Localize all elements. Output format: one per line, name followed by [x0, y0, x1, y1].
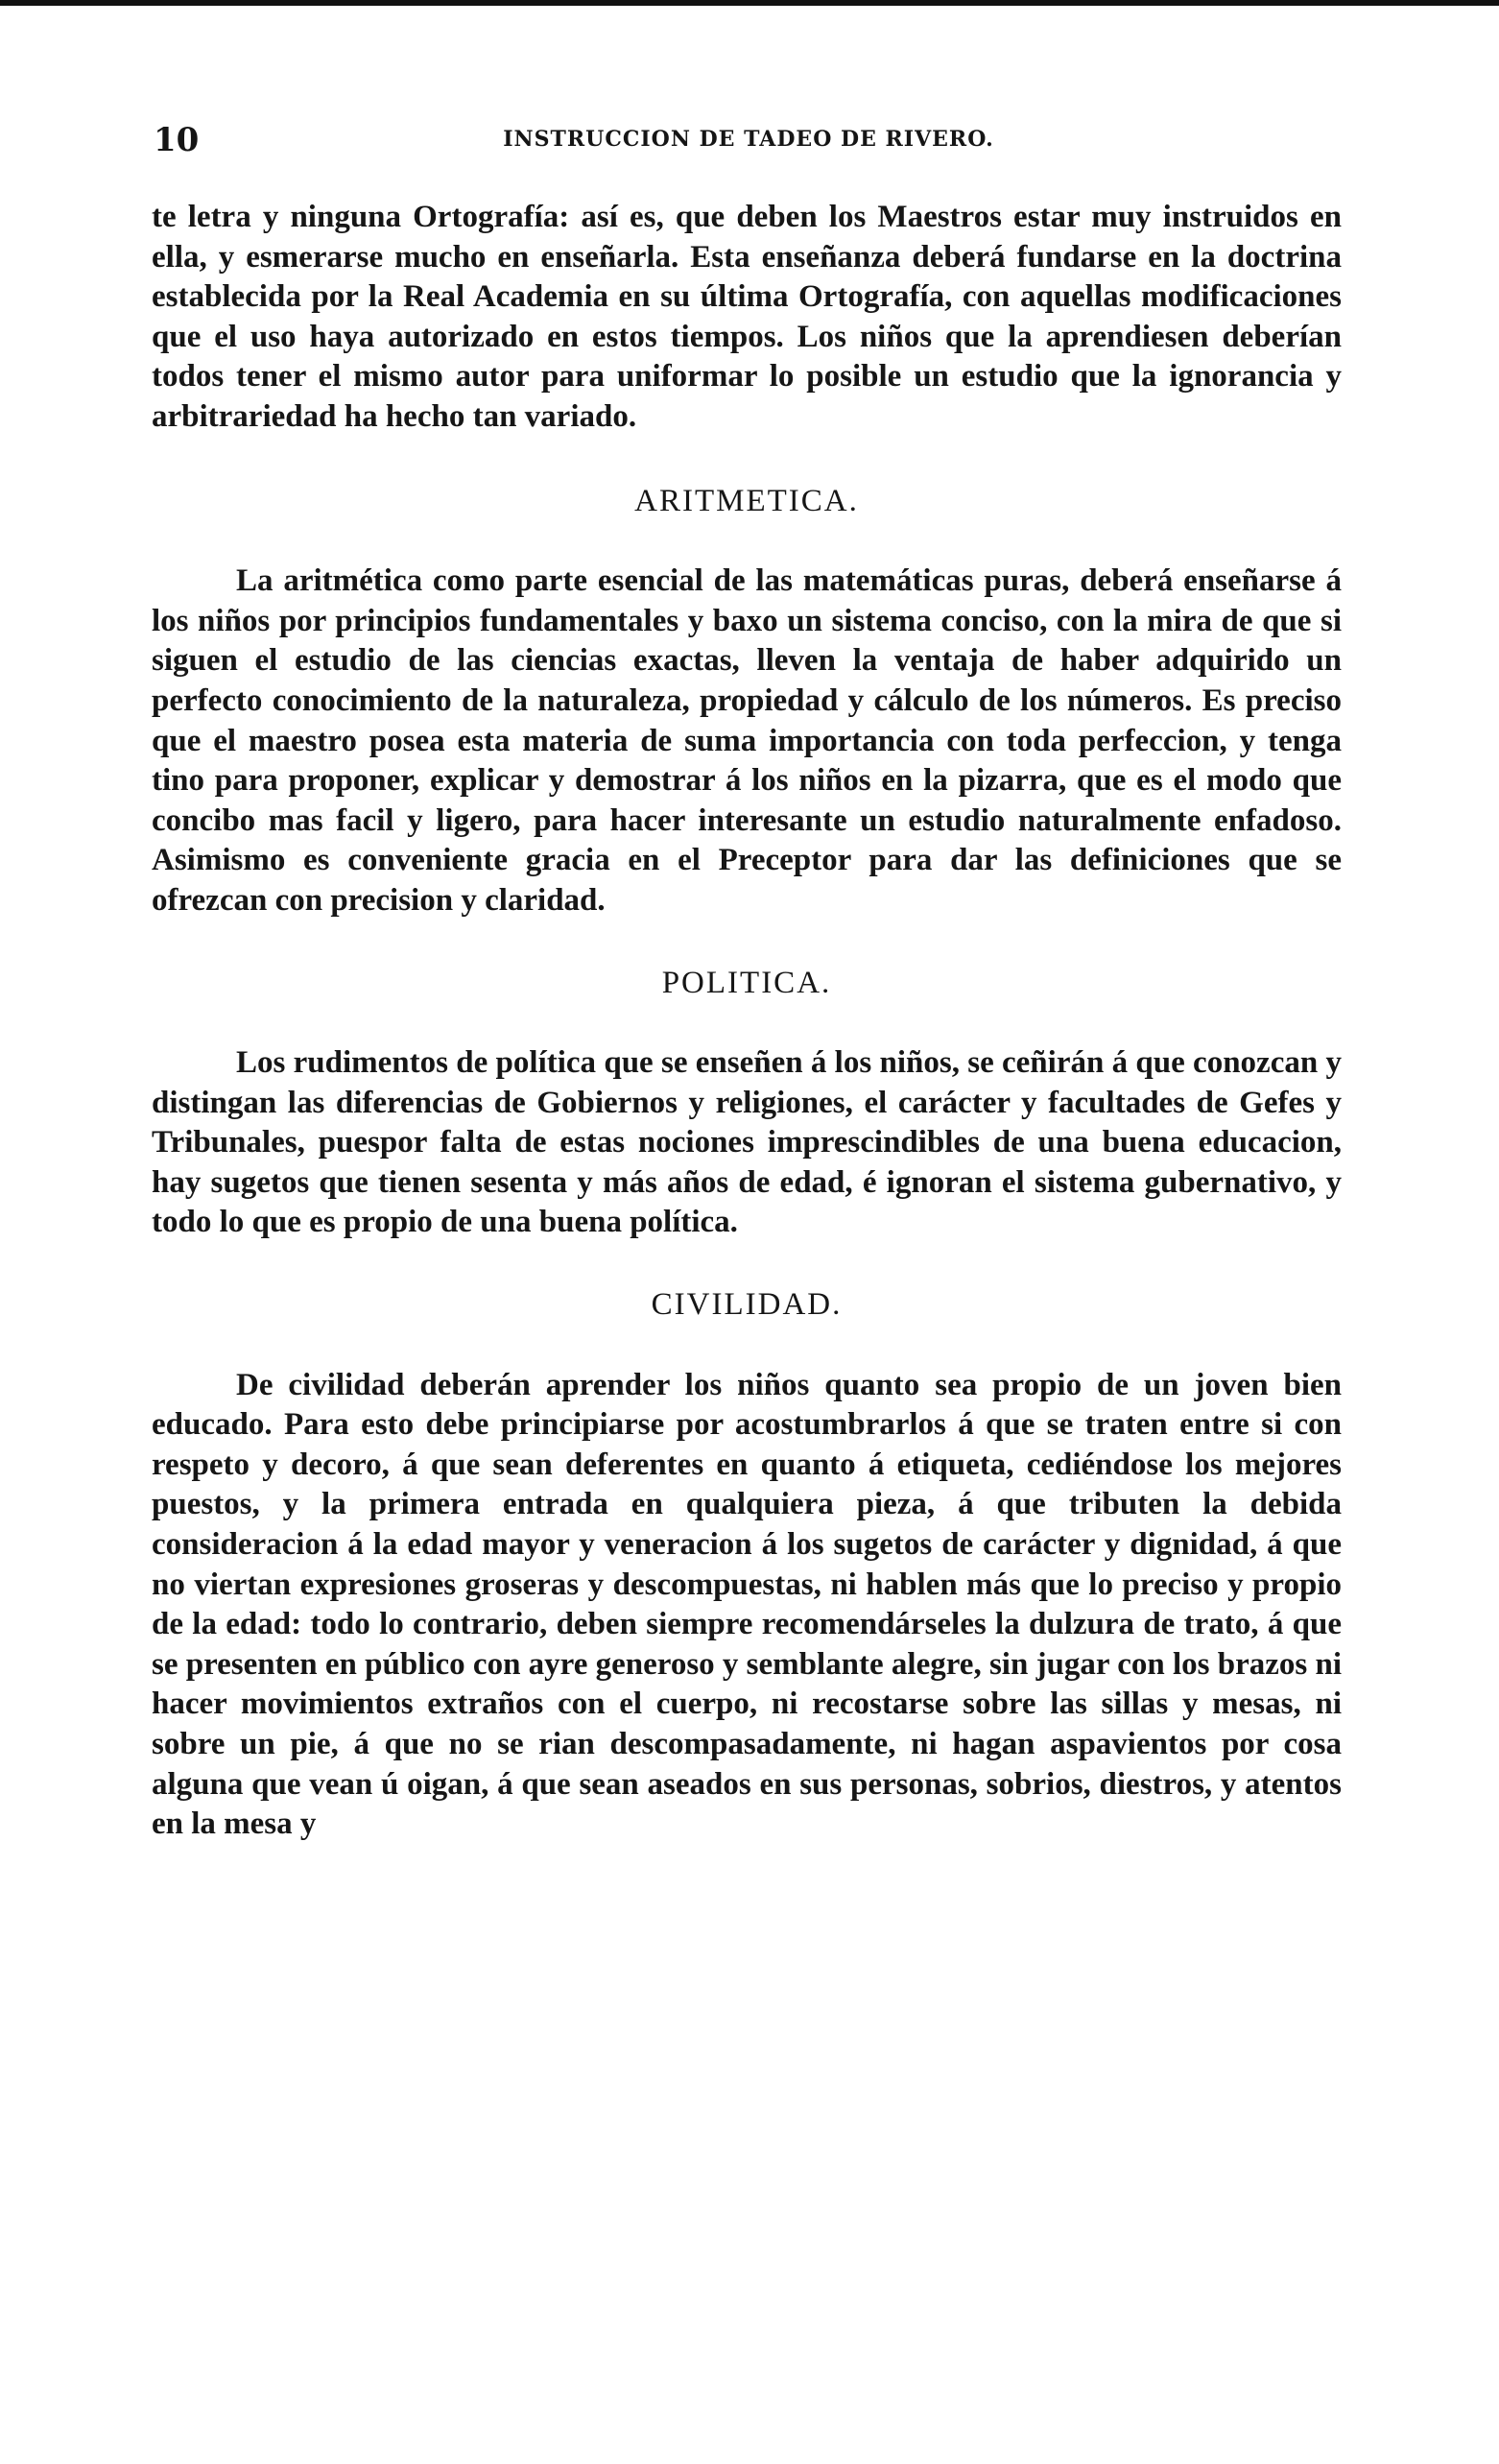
running-head: INSTRUCCION DE TADEO DE RIVERO. — [503, 127, 994, 152]
section-heading-civilidad: CIVILIDAD. — [651, 1287, 843, 1323]
paragraph-continuation: te letra y ninguna Ortografía: así es, que deben los Maestros estar muy instruidos en ella, y esmerarse mucho en enseñarla. Esta enseñanza deberá fundarse en la doctrina establecida por la Real Academia en su última Ortografía, con aquellas modificaciones que el uso haya autorizado en estos tiempos. Los niños que la aprendiesen deberían todos tener el mismo autor para uniformar lo posible un estudio que la ignorancia y arbitrariedad ha hecho tan variado. — [152, 200, 1342, 434]
top-border-rule — [0, 0, 1499, 6]
page-header — [154, 121, 1344, 159]
section-heading-aritmetica: ARITMETICA. — [634, 483, 859, 518]
paragraph-civilidad: De civilidad deberán aprender los niños quanto sea propio de un joven bien educado. Para esto debe principiarse por acostumbrarlos á que se traten entre si con respeto y decoro, á que sean deferentes en quanto á etiqueta, cediéndose los mejores puestos, y la primera entrada en qualquiera pieza, á que tributen la debida consideracion á la edad mayor y veneracion á los sugetos de carácter y dignidad, á que no viertan expresiones groseras y descompuestas, ni hablen más que lo preciso y propio de la edad: todo lo contrario, deben siempre recomendárseles la dulzura de trato, á que se presenten en público con ayre generoso y semblante alegre, sin jugar con los brazos ni hacer movimientos extraños con el cuerpo, ni recostarse sobre las sillas y mesas, ni sobre un pie, á que no se rian descompasadamente, ni hagan aspavientos por cosa alguna que vean ú oigan, á que sean aseados en sus personas, sobrios, diestros, y atentos en la mesa y — [152, 1367, 1342, 1842]
page-body — [152, 198, 1342, 1845]
paragraph-aritmetica: La aritmética como parte esencial de las matemáticas puras, deberá enseñarse á los niños por principios fundamentales y baxo un sistema conciso, con la mira de que si siguen el estudio de las ciencias exactas, lleven la ventaja de haber adquirido un perfecto conocimiento de la naturaleza, propiedad y cálculo de los números. Es preciso que el maestro posea esta materia de suma importancia con toda perfeccion, y tenga tino para proponer, explicar y demostrar á los niños en la pizarra, que es el modo que concibo mas facil y ligero, para hacer interesante un estudio naturalmente enfadoso. Asimismo es conveniente gracia en el Preceptor para dar las definiciones que se ofrezcan con precision y claridad. — [152, 563, 1342, 918]
section-heading-politica: POLITICA. — [661, 965, 832, 1000]
paragraph-politica: Los rudimentos de política que se enseñen á los niños, se ceñirán á que conozcan y distingan las diferencias de Gobiernos y religiones, el carácter y facultades de Gefes y Tribunales, puespor falta de estas nociones imprescindibles de una buena educacion, hay sugetos que tienen sesenta y más años de edad, é ignoran el sistema gubernativo, y todo lo que es propio de una buena política. — [152, 1045, 1342, 1240]
page-number: 10 — [154, 121, 200, 159]
